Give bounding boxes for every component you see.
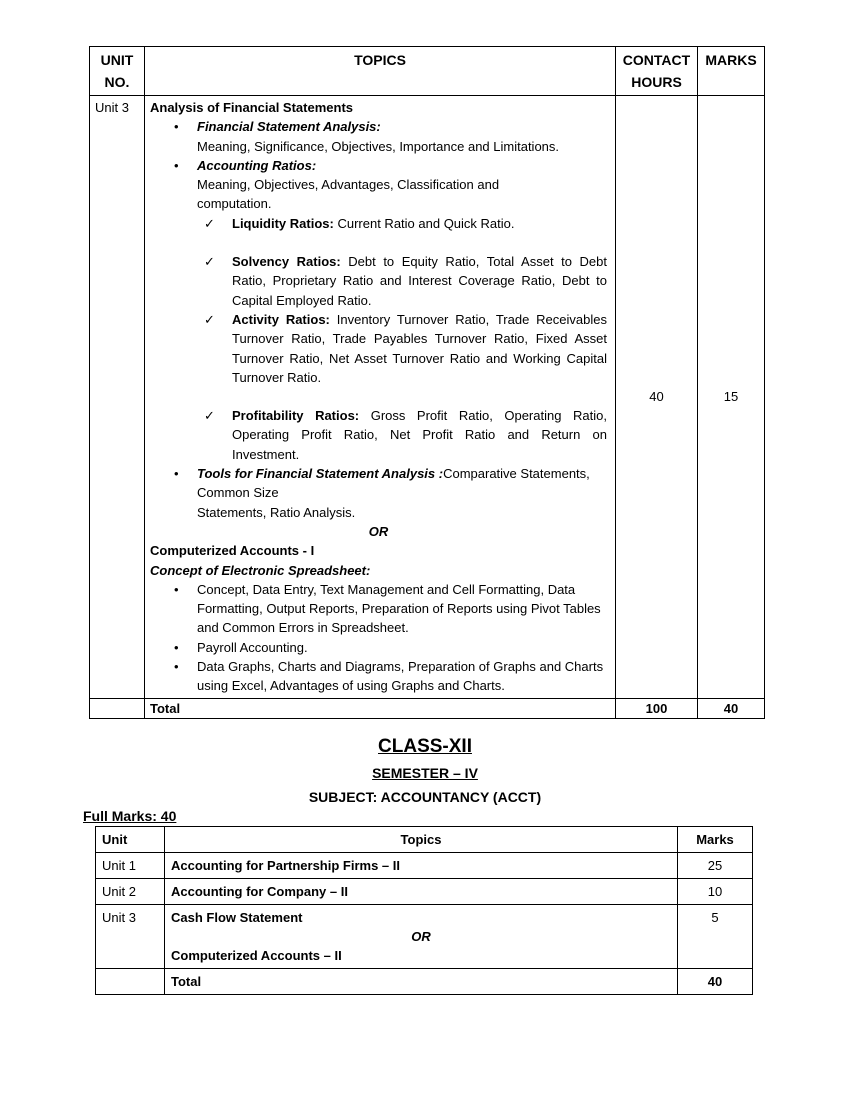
- bullet-icon: •: [174, 639, 179, 655]
- semester-marks-table: [95, 826, 753, 995]
- bullet-icon: •: [174, 581, 179, 597]
- spreadsheet-item-2: Payroll Accounting.: [197, 639, 308, 655]
- unit-header: Unit: [96, 827, 165, 853]
- bullet-icon: •: [174, 659, 179, 675]
- tools-text-1: Comparative Statements, Common Size: [197, 466, 590, 501]
- marks-header: MARKS: [698, 47, 765, 96]
- spreadsheet-title: Concept of Electronic Spreadsheet:: [150, 562, 371, 578]
- semester-title: SEMESTER – IV: [372, 765, 478, 781]
- subject-title: SUBJECT: ACCOUNTANCY (ACCT): [308, 789, 542, 805]
- topic-cell: Accounting for Partnership Firms – II: [165, 853, 678, 879]
- fsa-title: Financial Statement Analysis:: [197, 119, 381, 135]
- topics-header: Topics: [165, 827, 678, 853]
- contact-hours-header: CONTACT HOURS: [616, 47, 698, 96]
- total-hours: 100: [616, 698, 698, 718]
- table-row: [96, 879, 753, 905]
- unit-no-header: UNIT NO.: [90, 47, 145, 96]
- or-separator: OR: [368, 523, 389, 539]
- header-row: [96, 827, 753, 853]
- bullet-icon: •: [174, 119, 179, 135]
- bullet-icon: •: [174, 466, 179, 482]
- list-item: [150, 252, 607, 310]
- check-icon: ✓: [204, 311, 215, 327]
- or-separator: OR: [411, 929, 431, 944]
- fsa-text: Meaning, Significance, Objectives, Importance and Limitations.: [197, 138, 560, 154]
- unit-cell: Unit 2: [96, 879, 165, 905]
- list-item: [150, 580, 607, 638]
- list-item: [150, 156, 607, 214]
- unit-3-row: [90, 96, 765, 699]
- activity-title: Activity Ratios:: [232, 311, 330, 327]
- tools-title: Tools for Financial Statement Analysis :: [197, 466, 444, 482]
- topic-alt: Computerized Accounts – II: [171, 948, 342, 963]
- marks-header: Marks: [678, 827, 753, 853]
- spreadsheet-item-3: Data Graphs, Charts and Diagrams, Preparation of Graphs and Charts using Excel, Advantages of using Graphs and Charts.: [197, 659, 604, 694]
- solvency-text: Debt to Equity Ratio, Total Asset to Debt Ratio, Proprietary Ratio and Interest Coverage Ratio, Debt to Capital Employed Ratio.: [232, 254, 607, 308]
- unit-3-syllabus-table: [89, 46, 765, 719]
- unit-cell: Unit 3: [96, 905, 165, 969]
- unit-cell: Unit 3: [90, 96, 145, 699]
- solvency-title: Solvency Ratios:: [232, 254, 341, 270]
- check-icon: ✓: [204, 254, 215, 270]
- tools-text-2: Statements, Ratio Analysis.: [197, 504, 356, 520]
- list-item: [150, 464, 607, 522]
- unit-title: Analysis of Financial Statements: [150, 100, 354, 115]
- marks-cell: 10: [678, 879, 753, 905]
- bullet-icon: •: [174, 157, 179, 173]
- total-marks: 40: [698, 698, 765, 718]
- computerized-title: Computerized Accounts - I: [150, 543, 315, 559]
- profitability-text: Gross Profit Ratio, Operating Ratio, Operating Profit Ratio, Net Profit Ratio and Return on Investment.: [232, 408, 607, 462]
- table-row: [96, 905, 753, 969]
- table-row: [96, 853, 753, 879]
- total-row: [96, 969, 753, 995]
- marks-cell: 25: [678, 853, 753, 879]
- list-item: [150, 406, 607, 464]
- list-item: [150, 117, 607, 156]
- check-icon: ✓: [204, 215, 215, 231]
- ar-text: Meaning, Objectives, Advantages, Classification and computation.: [197, 177, 500, 212]
- list-item: [150, 657, 607, 696]
- total-label: Total: [165, 969, 678, 995]
- marks-cell: 15: [698, 96, 765, 699]
- spreadsheet-item-1: Concept, Data Entry, Text Management and Cell Formatting, Data Formatting, Output Reports, Preparation of Reports using Pivot Tables and Common Errors in Spreadsheet.: [197, 581, 601, 636]
- liquidity-title: Liquidity Ratios:: [232, 215, 334, 231]
- class-title: CLASS-XII: [378, 736, 472, 757]
- total-row: [90, 698, 765, 718]
- activity-text: Inventory Turnover Ratio, Trade Receivables Turnover Ratio, Trade Payables Turnover Ratio, Fixed Asset Turnover Ratio, Net Asset Turnover Ratio and Working Capital Turnover Ratio.: [232, 311, 607, 385]
- topics-header: TOPICS: [145, 47, 616, 96]
- profitability-title: Profitability Ratios:: [232, 408, 360, 424]
- list-item: [150, 638, 607, 657]
- total-label: Total: [145, 698, 616, 718]
- contact-hours-cell: 40: [616, 96, 698, 699]
- list-item: [150, 214, 607, 233]
- marks-cell: 5: [678, 905, 753, 969]
- total-marks: 40: [678, 969, 753, 995]
- liquidity-text: Current Ratio and Quick Ratio.: [337, 215, 515, 231]
- topic-main: Cash Flow Statement: [171, 910, 303, 925]
- topics-cell: [145, 96, 616, 699]
- full-marks: Full Marks: 40: [83, 808, 177, 824]
- total-empty-cell: [90, 698, 145, 718]
- unit-cell: Unit 1: [96, 853, 165, 879]
- list-item: [150, 310, 607, 387]
- topic-cell: Accounting for Company – II: [165, 879, 678, 905]
- total-empty-cell: [96, 969, 165, 995]
- section-heading: [0, 734, 850, 808]
- topic-cell: [165, 905, 678, 969]
- check-icon: ✓: [204, 408, 215, 424]
- ar-title: Accounting Ratios:: [197, 157, 317, 173]
- header-row: [90, 47, 765, 96]
